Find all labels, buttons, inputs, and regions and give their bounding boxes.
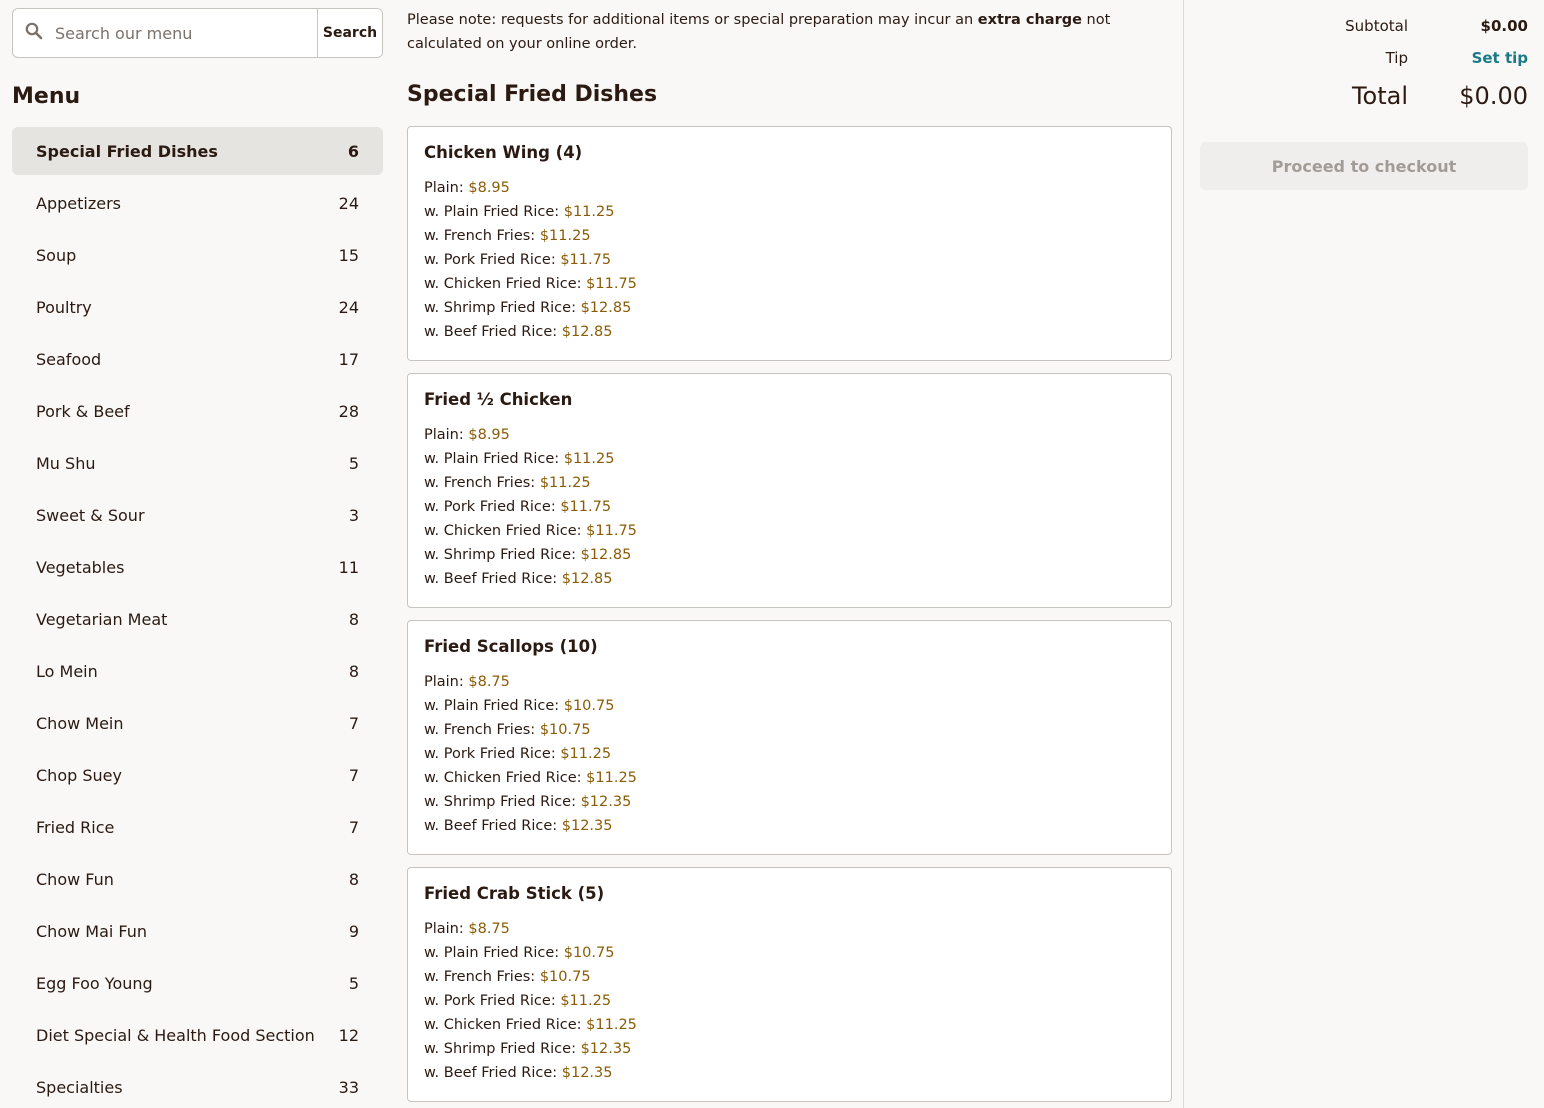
price-option [424,989,1155,1013]
price-option [424,320,1155,344]
category-count: 28 [338,401,359,421]
price-option [424,296,1155,320]
price-list [424,670,1155,838]
category-label: Sweet & Sour [36,505,145,525]
price-option-label: w. Beef Fried Rice: [424,818,562,834]
category-item[interactable] [12,855,383,903]
price-option-value: $11.25 [539,475,591,491]
price-option-value: $12.85 [561,324,613,340]
price-option-value: $12.35 [580,1041,632,1057]
price-option-label: w. Chicken Fried Rice: [424,523,587,539]
price-option-value: $12.85 [561,571,613,587]
price-option [424,917,1155,941]
price-option [424,1013,1155,1037]
price-option [424,272,1155,296]
price-option-value: $12.85 [580,547,632,563]
price-option [424,790,1155,814]
price-option [424,224,1155,248]
category-item[interactable] [12,127,383,175]
category-count: 8 [348,869,359,889]
price-option [424,423,1155,447]
price-option-value: $11.25 [563,204,615,220]
menu-item-card[interactable] [407,867,1172,1102]
subtotal-label: Subtotal [1345,17,1408,35]
subtotal-row [1200,10,1528,42]
price-option-label: w. Shrimp Fried Rice: [424,547,581,563]
price-list [424,176,1155,344]
menu-item-card[interactable] [407,126,1172,361]
price-option-label: w. Plain Fried Rice: [424,945,564,961]
category-item[interactable] [12,907,383,955]
tip-value [1408,49,1528,67]
price-option-value: $11.75 [586,523,637,539]
set-tip-link[interactable]: Set tip [1471,49,1528,67]
price-option-value: $11.25 [560,746,612,762]
notice-emphasis: extra charge [977,12,1082,28]
price-option-value: $12.35 [561,818,613,834]
menu-item-name: Fried ½ Chicken [424,390,573,409]
category-count: 9 [348,921,359,941]
price-option-value: $8.95 [468,180,510,196]
category-count: 3 [348,505,359,525]
category-count: 7 [348,817,359,837]
total-value: $0.00 [1459,82,1528,110]
category-label: Chop Suey [36,765,122,785]
category-label: Specialties [36,1077,123,1097]
section-title: Special Fried Dishes [407,82,658,107]
price-option [424,965,1155,989]
price-option-label: Plain: [424,921,469,937]
menu-heading: Menu [12,84,81,109]
menu-item-card[interactable] [407,373,1172,608]
price-option-label: w. French Fries: [424,228,540,244]
price-option-label: w. Chicken Fried Rice: [424,1017,587,1033]
category-label: Mu Shu [36,453,96,473]
price-option [424,447,1155,471]
price-option-label: Plain: [424,674,469,690]
price-option-value: $12.35 [580,794,632,810]
price-option-value: $12.85 [580,300,632,316]
category-count: 6 [347,141,359,161]
price-option-value: $11.25 [539,228,591,244]
price-option-label: w. Chicken Fried Rice: [424,276,587,292]
category-label: Special Fried Dishes [36,141,218,161]
price-option [424,471,1155,495]
price-list [424,917,1155,1085]
price-option [424,670,1155,694]
price-option-label: w. Shrimp Fried Rice: [424,794,581,810]
total-label: Total [1351,82,1408,110]
category-item[interactable] [12,803,383,851]
price-option-label: w. Pork Fried Rice: [424,499,561,515]
price-option-label: w. French Fries: [424,475,540,491]
price-option [424,694,1155,718]
category-count: 8 [348,609,359,629]
category-count: 8 [348,661,359,681]
category-label: Fried Rice [36,817,115,837]
category-item[interactable] [12,1063,383,1108]
category-label: Diet Special & Health Food Section [36,1025,315,1045]
price-option-value: $8.75 [468,921,510,937]
category-count: 15 [338,245,359,265]
category-item[interactable] [12,179,383,227]
category-count: 24 [338,193,359,213]
category-item[interactable] [12,231,383,279]
category-count: 33 [338,1077,359,1097]
price-option-value: $11.75 [560,252,612,268]
category-label: Seafood [36,349,102,369]
tip-row [1200,42,1528,74]
price-option-label: w. Shrimp Fried Rice: [424,1041,581,1057]
price-option-label: w. Beef Fried Rice: [424,1065,562,1081]
category-label: Chow Fun [36,869,114,889]
checkout-button[interactable]: Proceed to checkout [1200,142,1528,190]
category-item[interactable] [12,595,383,643]
price-option-value: $10.75 [563,945,615,961]
category-label: Pork & Beef [36,401,130,421]
price-option-value: $10.75 [539,969,591,985]
price-option [424,519,1155,543]
price-option-label: w. Plain Fried Rice: [424,204,564,220]
category-label: Appetizers [36,193,121,213]
notice-text: Please note: requests for additional items or special preparation may incur an [407,12,978,28]
order-notice [407,8,1172,56]
category-item[interactable] [12,751,383,799]
price-option [424,1061,1155,1085]
category-label: Vegetarian Meat [36,609,168,629]
price-option-label: w. Beef Fried Rice: [424,571,562,587]
price-option-label: w. Pork Fried Rice: [424,993,561,1009]
price-option-value: $8.75 [468,674,510,690]
price-option-label: w. Pork Fried Rice: [424,252,561,268]
price-option [424,200,1155,224]
subtotal-value: $0.00 [1480,17,1528,35]
tip-label: Tip [1385,49,1408,67]
menu-items [407,126,1172,1102]
column-divider [1183,0,1184,1108]
category-label: Lo Mein [36,661,98,681]
category-count: 5 [348,973,359,993]
price-list [424,423,1155,591]
price-option-value: $11.25 [560,993,612,1009]
price-option-label: w. Plain Fried Rice: [424,698,564,714]
search-icon [25,22,43,44]
price-option-label: w. Pork Fried Rice: [424,746,561,762]
price-option [424,567,1155,591]
category-item[interactable] [12,699,383,747]
price-option [424,495,1155,519]
category-item[interactable] [12,439,383,487]
notice-text-end: not calculated on your online order. [407,12,1111,52]
price-option-label: w. French Fries: [424,969,540,985]
price-option-label: Plain: [424,180,469,196]
price-option-value: $12.35 [561,1065,613,1081]
price-option [424,543,1155,567]
price-option-value: $11.25 [586,770,637,786]
price-option-value: $8.95 [468,427,510,443]
price-option [424,941,1155,965]
category-item[interactable] [12,647,383,695]
category-list [12,127,383,1108]
sidebar [12,8,383,1108]
category-count: 11 [338,557,359,577]
price-option-value: $11.25 [563,451,615,467]
category-item[interactable] [12,959,383,1007]
price-option [424,1037,1155,1061]
category-label: Chow Mein [36,713,124,733]
price-option-value: $11.75 [586,276,637,292]
price-option [424,248,1155,272]
category-item[interactable] [12,1011,383,1059]
category-label: Poultry [36,297,92,317]
price-option [424,718,1155,742]
price-option-label: Plain: [424,427,469,443]
price-option-value: $10.75 [563,698,615,714]
price-option-label: w. Chicken Fried Rice: [424,770,587,786]
category-count: 24 [338,297,359,317]
category-item[interactable] [12,387,383,435]
menu-item-name: Chicken Wing (4) [424,143,583,162]
category-item[interactable] [12,491,383,539]
price-option [424,814,1155,838]
price-option-value: $10.75 [539,722,591,738]
cart-summary [1200,0,1528,190]
search-input[interactable] [55,24,295,43]
menu-item-name: Fried Scallops (10) [424,637,598,656]
search-bar [12,8,383,58]
price-option-label: w. French Fries: [424,722,540,738]
price-option-value: $11.75 [560,499,612,515]
main-content [407,8,1172,1102]
price-option [424,742,1155,766]
category-item[interactable] [12,543,383,591]
category-item[interactable] [12,283,383,331]
price-option [424,176,1155,200]
price-option-label: w. Shrimp Fried Rice: [424,300,581,316]
category-count: 7 [348,713,359,733]
category-label: Vegetables [36,557,125,577]
menu-item-card[interactable] [407,620,1172,855]
category-count: 17 [338,349,359,369]
category-label: Chow Mai Fun [36,921,148,941]
category-count: 12 [338,1025,359,1045]
category-label: Soup [36,245,77,265]
menu-item-name: Fried Crab Stick (5) [424,884,605,903]
price-option [424,766,1155,790]
total-row [1200,74,1528,118]
search-field[interactable] [13,9,317,57]
category-label: Egg Foo Young [36,973,153,993]
price-option-value: $11.25 [586,1017,637,1033]
category-item[interactable] [12,335,383,383]
category-count: 5 [348,453,359,473]
price-option-label: w. Beef Fried Rice: [424,324,562,340]
search-button[interactable]: Search [317,9,382,57]
category-count: 7 [348,765,359,785]
price-option-label: w. Plain Fried Rice: [424,451,564,467]
